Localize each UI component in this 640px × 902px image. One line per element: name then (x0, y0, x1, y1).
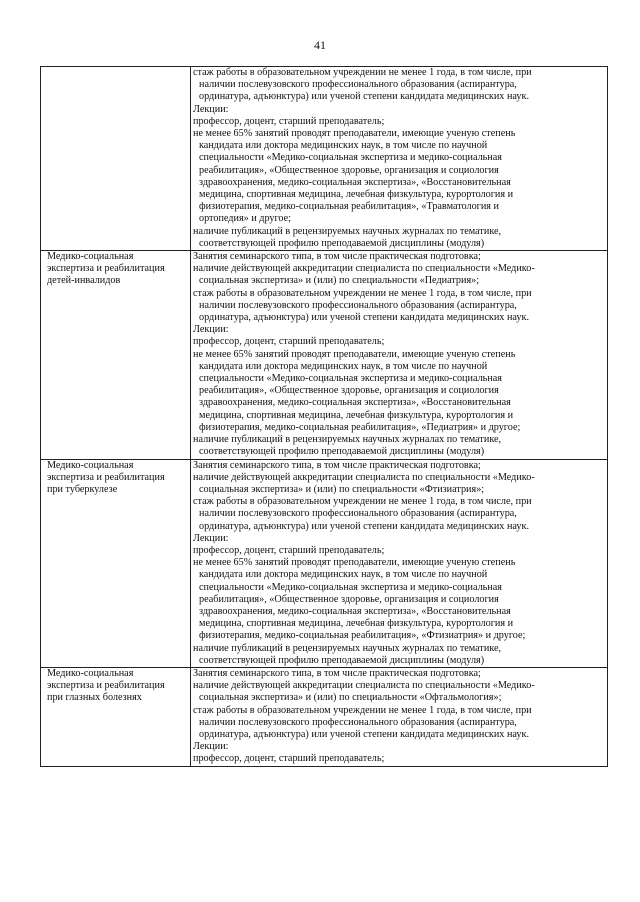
requirement-text-line: ординатура, адъюнктура) или ученой степени кандидата медицинских наук. (199, 520, 529, 532)
discipline-name-line: Медико-социальная (47, 459, 134, 471)
table-row (41, 251, 608, 459)
requirement-text-line: Лекции: (193, 532, 229, 544)
requirement-text-line: наличии послевузовского профессионального образования (аспирантура, (199, 508, 517, 520)
requirement-text-line: здравоохранения, медико-социальная экспертиза», «Восстановительная (199, 605, 511, 617)
requirement-text-line: Лекции: (193, 103, 229, 115)
requirement-text-line: медицина, спортивная медицина, лечебная физкультура, курортология и (199, 409, 514, 421)
requirement-text-line: социальная экспертиза» и (или) по специальности «Педиатрия»; (199, 275, 480, 287)
requirement-text-line: профессор, доцент, старший преподаватель; (193, 336, 385, 348)
discipline-name-line: экспертиза и реабилитация (47, 263, 165, 275)
requirement-text-line: стаж работы в образовательном учреждении не менее 1 года, в том числе, при (193, 67, 532, 78)
requirement-text-line: наличие действующей аккредитации специалиста по специальности «Медико- (193, 263, 535, 275)
requirement-text-line: не менее 65% занятий проводят преподаватели, имеющие ученую степень (193, 348, 516, 360)
requirement-text-line: наличие публикаций в рецензируемых научных журналах по тематике, (193, 225, 502, 237)
requirement-text-line: наличие публикаций в рецензируемых научных журналах по тематике, (193, 434, 502, 446)
table-row (41, 67, 608, 251)
discipline-cell (41, 251, 191, 459)
discipline-name-line: при туберкулезе (47, 483, 118, 495)
discipline-name-line: Медико-социальная (47, 667, 134, 679)
requirement-text-line: физиотерапия, медико-социальная реабилитация», «Фтизиатрия» и другое; (199, 630, 526, 642)
requirement-text-line: кандидата или доктора медицинских наук, в том числе по научной (199, 360, 488, 372)
requirement-text-line: социальная экспертиза» и (или) по специальности «Фтизиатрия»; (199, 483, 485, 495)
requirement-text-line: наличии послевузовского профессионального образования (аспирантура, (199, 299, 517, 311)
requirement-text-line: ординатура, адъюнктура) или ученой степени кандидата медицинских наук. (199, 312, 529, 324)
requirement-text-line: здравоохранения, медико-социальная экспертиза», «Восстановительная (199, 397, 511, 409)
requirement-text-line: ординатура, адъюнктура) или ученой степени кандидата медицинских наук. (199, 728, 529, 740)
requirement-text-line: стаж работы в образовательном учреждении не менее 1 года, в том числе, при (193, 496, 532, 508)
requirement-text-line: здравоохранения, медико-социальная экспертиза», «Восстановительная (199, 176, 511, 188)
requirement-text-line: медицина, спортивная медицина, лечебная физкультура, курортология и (199, 189, 514, 201)
requirement-text-line: социальная экспертиза» и (или) по специальности «Офтальмология»; (199, 692, 502, 704)
table-body (41, 67, 608, 767)
table-row (41, 667, 608, 766)
requirement-text-line: Занятия семинарского типа, в том числе практическая подготовка; (193, 459, 481, 471)
requirement-text-line: специальности «Медико-социальная экспертиза и медико-социальная (199, 581, 502, 593)
discipline-name-line: экспертиза и реабилитация (47, 680, 165, 692)
requirement-text-line: специальности «Медико-социальная экспертиза и медико-социальная (199, 152, 502, 164)
requirement-text-line: наличии послевузовского профессионального образования (аспирантура, (199, 79, 517, 91)
requirement-text-line: ортопедия» и другое; (199, 213, 291, 225)
requirement-text-line: стаж работы в образовательном учреждении не менее 1 года, в том числе, при (193, 704, 532, 716)
requirement-text-line: физиотерапия, медико-социальная реабилитация», «Травматология и (199, 201, 499, 213)
requirement-text-line: не менее 65% занятий проводят преподаватели, имеющие ученую степень (193, 557, 516, 569)
requirement-text-line: соответствующей профилю преподаваемой дисциплины (модуля) (199, 237, 485, 249)
requirements-cell (191, 459, 608, 667)
requirement-text-line: Занятия семинарского типа, в том числе практическая подготовка; (193, 667, 481, 679)
requirement-text-line: не менее 65% занятий проводят преподаватели, имеющие ученую степень (193, 128, 516, 140)
requirement-text-line: физиотерапия, медико-социальная реабилитация», «Педиатрия» и другое; (199, 421, 521, 433)
requirement-text-line: профессор, доцент, старший преподаватель; (193, 115, 385, 127)
requirement-text-line: Занятия семинарского типа, в том числе практическая подготовка; (193, 251, 481, 263)
requirement-text-line: Лекции: (193, 324, 229, 336)
requirements-table (40, 66, 608, 767)
requirement-text-line: Лекции: (193, 741, 229, 753)
requirement-text-line: соответствующей профилю преподаваемой дисциплины (модуля) (199, 446, 485, 458)
requirement-text-line: стаж работы в образовательном учреждении не менее 1 года, в том числе, при (193, 287, 532, 299)
requirement-text-line: наличие действующей аккредитации специалиста по специальности «Медико- (193, 471, 535, 483)
discipline-name-line: экспертиза и реабилитация (47, 471, 165, 483)
requirements-cell (191, 667, 608, 766)
table-row (41, 459, 608, 667)
requirement-text-line: реабилитация», «Общественное здоровье, организация и социология (199, 385, 499, 397)
requirement-text-line: профессор, доцент, старший преподаватель; (193, 753, 385, 765)
requirement-text-line: кандидата или доктора медицинских наук, в том числе по научной (199, 569, 488, 581)
requirement-text-line: реабилитация», «Общественное здоровье, организация и социология (199, 593, 499, 605)
discipline-cell (41, 67, 191, 251)
requirements-cell (191, 251, 608, 459)
requirement-text-line: медицина, спортивная медицина, лечебная физкультура, курортология и (199, 618, 514, 630)
requirements-cell (191, 67, 608, 251)
discipline-name-line: Медико-социальная (47, 251, 134, 263)
discipline-name-line: при глазных болезнях (47, 692, 142, 704)
requirement-text-line: наличие действующей аккредитации специалиста по специальности «Медико- (193, 680, 535, 692)
requirement-text-line: специальности «Медико-социальная экспертиза и медико-социальная (199, 373, 502, 385)
page-number: 41 (314, 38, 326, 52)
discipline-cell (41, 459, 191, 667)
requirement-text-line: наличии послевузовского профессионального образования (аспирантура, (199, 716, 517, 728)
requirement-text-line: соответствующей профилю преподаваемой дисциплины (модуля) (199, 654, 485, 666)
requirement-text-line: профессор, доцент, старший преподаватель; (193, 544, 385, 556)
requirement-text-line: реабилитация», «Общественное здоровье, организация и социология (199, 164, 499, 176)
requirement-text-line: кандидата или доктора медицинских наук, в том числе по научной (199, 140, 488, 152)
discipline-name-line: детей-инвалидов (47, 275, 121, 287)
requirement-text-line: ординатура, адъюнктура) или ученой степени кандидата медицинских наук. (199, 91, 529, 103)
discipline-cell (41, 667, 191, 766)
requirement-text-line: наличие публикаций в рецензируемых научных журналах по тематике, (193, 642, 502, 654)
